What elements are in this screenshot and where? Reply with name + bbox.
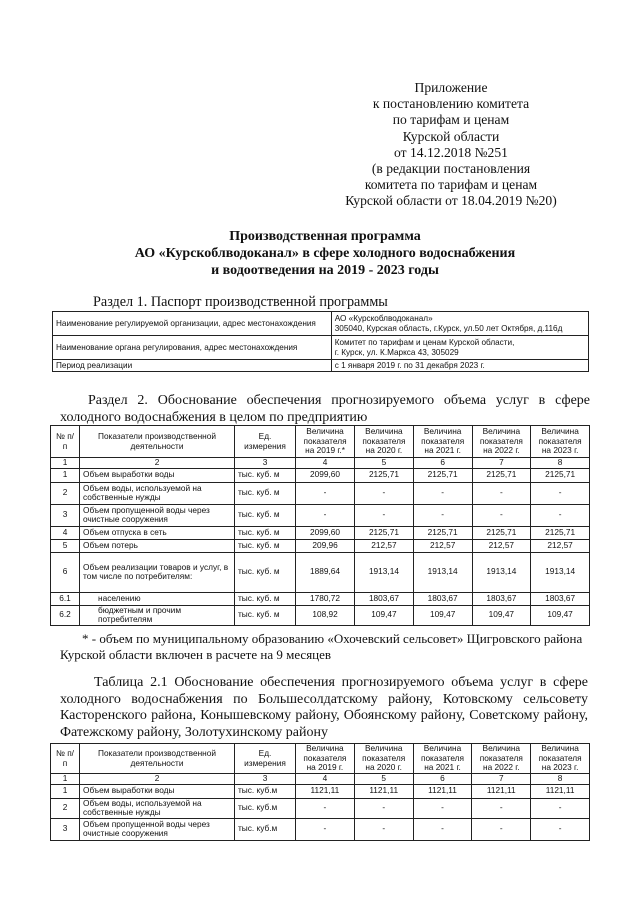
row-value: 212,57 [413,539,472,552]
index-cell: 8 [531,458,590,469]
row-unit: тыс. куб.м [235,818,296,840]
row-value: 1913,14 [472,552,531,592]
row-value: 109,47 [413,605,472,625]
row-unit: тыс. куб. м [235,504,296,526]
col-header: Величина показателя на 2020 г. [355,426,414,458]
row-value: - [413,818,472,840]
passport-value: с 1 января 2019 г. по 31 декабря 2023 г. [331,360,588,372]
row-number: 6.1 [51,592,80,605]
appendix-line: от 14.12.2018 №251 [394,144,508,160]
row-number: 2 [51,482,80,504]
table-row [53,360,589,372]
appendix-line: к постановлению комитета [372,96,530,112]
row-unit: тыс. куб.м [235,784,296,798]
row-value: 109,47 [355,605,414,625]
passport-value-line: г. Курск, ул. К.Маркса 43, 305029 [334,347,459,357]
passport-label: Наименование регулируемой организации, адрес местонахождения [53,312,332,336]
row-value: - [355,482,414,504]
passport-value-line: Комитет по тарифам и ценам Курской области, [334,337,515,347]
row-value: - [413,504,472,526]
index-cell: 4 [296,458,355,469]
row-value: 1803,67 [413,592,472,605]
row-value: - [296,482,355,504]
table-row [51,784,590,798]
col-header: № п/п [51,426,80,458]
row-value: 2125,71 [531,526,590,539]
table-row [51,818,590,840]
col-header: Величина показателя на 2022 г. [472,426,531,458]
row-value: 2125,71 [355,526,414,539]
table-row [53,336,589,360]
row-indicator: Объем выработки воды [80,784,235,798]
col-header: Величина показателя на 2021 г. [413,426,472,458]
row-value: - [531,482,590,504]
row-value: 1780,72 [296,592,355,605]
row-indicator: Объем потерь [80,539,235,552]
passport-value [331,312,588,336]
appendix-line: Приложение [414,80,488,95]
section2-heading: Раздел 2. Обоснование обеспечения прогнозируемого объема услуг в сфере холодного водоснабжения в целом по предприятию [60,393,590,425]
appendix-line: (в редакции постановления [371,161,531,177]
passport-label: Период реализации [53,360,332,372]
row-indicator: Объем выработки воды [80,468,235,482]
row-unit: тыс. куб. м [235,552,296,592]
row-number: 3 [51,818,80,840]
row-value: - [531,818,590,840]
row-value: 109,47 [531,605,590,625]
row-value: 2125,71 [472,526,531,539]
table-row [51,592,590,605]
row-value: 2099,60 [296,468,355,482]
row-indicator: Объем реализации товаров и услуг, в том числе по потребителям: [80,552,235,592]
col-header: Показатели производственной деятельности [80,426,235,458]
row-number: 1 [51,784,80,798]
index-row [51,774,590,785]
index-cell: 3 [235,774,296,785]
index-cell: 4 [296,774,355,785]
col-header: № п/п [51,744,80,774]
row-value: - [413,798,472,818]
col-header: Величина показателя на 2022 г. [472,744,531,774]
index-cell: 3 [235,458,296,469]
table-header-row [51,744,590,774]
row-value: 1913,14 [531,552,590,592]
table-row [51,798,590,818]
table21-heading: Таблица 2.1 Обоснование обеспечения прогнозируемого объема услуг в сфере холодного водоснабжения по Большесолдатскому району, Котовскому сельсовету Касторенского района, Конышевскому району, Обоянскому району, Советскому району, Фатежскому району, Золотухинскому району [60,675,588,740]
row-unit: тыс. куб. м [235,605,296,625]
row-value: 209,96 [296,539,355,552]
footnote-line1: * - объем по муниципальному образованию «Охочевский сельсовет» Щигровского района [82,631,583,646]
passport-label: Наименование органа регулирования, адрес местонахождения [53,336,332,360]
row-value: 1121,11 [354,784,413,798]
row-value: 1121,11 [531,784,590,798]
table-row [51,539,590,552]
row-value: - [354,818,413,840]
col-header: Величина показателя на 2023 г. [531,744,590,774]
row-number: 6.2 [51,605,80,625]
index-cell: 5 [355,458,414,469]
col-header: Ед. измерения [235,426,296,458]
row-number: 1 [51,468,80,482]
row-number: 6 [51,552,80,592]
row-indicator: бюджетным и прочим потребителям [80,605,235,625]
row-unit: тыс. куб. м [235,482,296,504]
col-header: Величина показателя на 2023 г. [531,426,590,458]
row-value: - [531,504,590,526]
row-value: 2125,71 [413,526,472,539]
table-row [53,312,589,336]
col-header: Ед. измерения [235,744,296,774]
row-indicator: Объем отпуска в сеть [80,526,235,539]
col-header: Показатели производственной деятельности [80,744,235,774]
index-cell: 5 [354,774,413,785]
row-value: 1121,11 [413,784,472,798]
production-table [50,425,590,626]
row-value: 212,57 [531,539,590,552]
passport-value-line: АО «Курскоблводоканал» [334,313,433,323]
index-cell: 6 [413,774,472,785]
col-header: Величина показателя на 2020 г. [354,744,413,774]
row-value: - [413,482,472,504]
row-value: - [531,798,590,818]
passport-value-line: 305040, Курская область, г.Курск, ул.50 лет Октября, д.116д [334,323,563,333]
table-row [51,526,590,539]
col-header: Величина показателя на 2019 г. [296,744,355,774]
row-value: 2099,60 [296,526,355,539]
passport-value [331,336,588,360]
row-value: - [472,798,531,818]
row-value: 2125,71 [472,468,531,482]
row-indicator: Объем пропущенной воды через очистные сооружения [80,818,235,840]
row-number: 2 [51,798,80,818]
document-title [60,228,590,279]
index-row [51,458,590,469]
row-value: 1803,67 [355,592,414,605]
row-value: - [296,504,355,526]
row-value: - [296,818,355,840]
row-value: 1913,14 [355,552,414,592]
row-value: 212,57 [472,539,531,552]
passport-table [52,311,589,372]
title-line: АО «Курскоблводоканал» в сфере холодного водоснабжения [134,246,516,261]
row-value: - [296,798,355,818]
row-unit: тыс. куб.м [235,798,296,818]
row-value: 1913,14 [413,552,472,592]
col-header: Величина показателя на 2019 г.* [296,426,355,458]
appendix-line: Курской области от 18.04.2019 №20) [345,193,557,209]
row-value: 1803,67 [531,592,590,605]
title-line: Производственная программа [229,229,421,244]
index-cell: 2 [80,774,235,785]
row-indicator: Объем воды, используемой на собственные нужды [80,798,235,818]
row-value: 108,92 [296,605,355,625]
index-cell: 2 [80,458,235,469]
row-unit: тыс. куб. м [235,592,296,605]
row-value: 1121,11 [296,784,355,798]
row-value: - [354,798,413,818]
row-number: 5 [51,539,80,552]
table-row [51,552,590,592]
row-value: 1803,67 [472,592,531,605]
row-unit: тыс. куб. м [235,468,296,482]
table-row [51,482,590,504]
table-row [51,504,590,526]
appendix-header [330,80,572,210]
row-value: 2125,71 [355,468,414,482]
appendix-line: по тарифам и ценам [392,112,510,128]
footnote-line2: Курской области включен в расчете на 9 месяцев [60,647,332,662]
row-value: 2125,71 [413,468,472,482]
row-value: - [355,504,414,526]
index-cell: 7 [472,774,531,785]
row-unit: тыс. куб. м [235,526,296,539]
row-indicator: Объем воды, используемой на собственные нужды [80,482,235,504]
row-indicator: населению [80,592,235,605]
row-value: - [472,818,531,840]
table-row [51,468,590,482]
title-line: и водоотведения на 2019 - 2023 годы [211,263,439,278]
index-cell: 1 [51,458,80,469]
row-value: - [472,482,531,504]
row-number: 4 [51,526,80,539]
row-value: 1121,11 [472,784,531,798]
table-row [51,605,590,625]
row-number: 3 [51,504,80,526]
row-indicator: Объем пропущенной воды через очистные сооружения [80,504,235,526]
col-header: Величина показателя на 2021 г. [413,744,472,774]
table-header-row [51,426,590,458]
index-cell: 7 [472,458,531,469]
row-value: - [472,504,531,526]
row-unit: тыс. куб. м [235,539,296,552]
appendix-line: Курской области [402,128,500,144]
row-value: 212,57 [355,539,414,552]
section1-heading: Раздел 1. Паспорт производственной программы [93,294,388,310]
district-table [50,743,590,841]
row-value: 2125,71 [531,468,590,482]
appendix-line: комитета по тарифам и ценам [364,177,538,193]
index-cell: 6 [413,458,472,469]
index-cell: 8 [531,774,590,785]
index-cell: 1 [51,774,80,785]
row-value: 109,47 [472,605,531,625]
row-value: 1889,64 [296,552,355,592]
